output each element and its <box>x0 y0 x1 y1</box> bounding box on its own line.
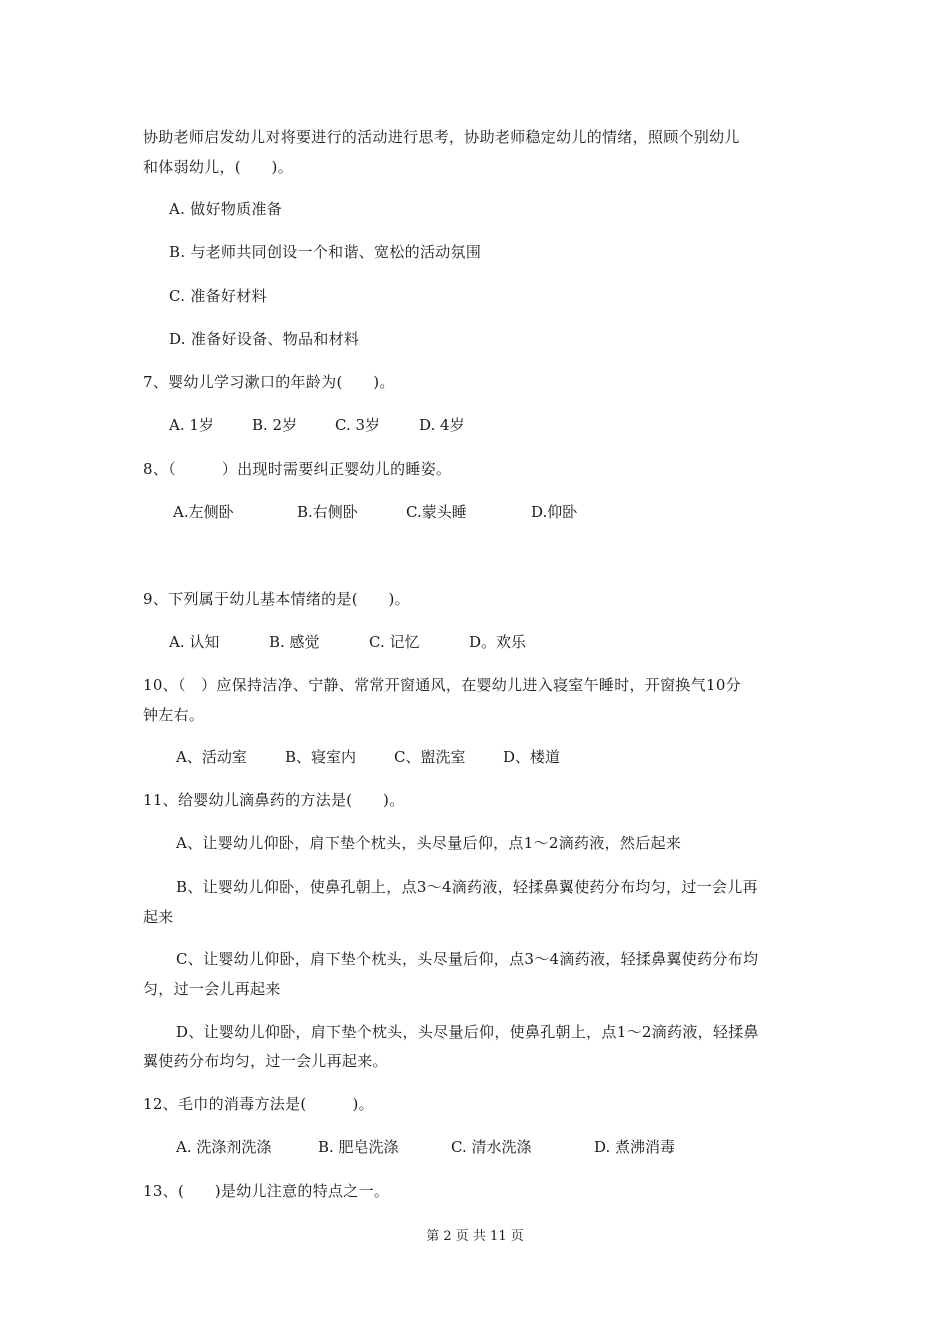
option-c-cont: 匀，过一会儿再起来 <box>143 980 281 998</box>
option-d: D。欢乐 <box>469 633 527 651</box>
option-a: A.左侧卧 <box>173 503 234 521</box>
question-stem-line: 协助老师启发幼儿对将要进行的活动进行思考，协助老师稳定幼儿的情绪，照顾个别幼儿 <box>143 128 740 146</box>
option-a: A、让婴幼儿仰卧，肩下垫个枕头，头尽量后仰，点1～2滴药液，然后起来 <box>176 834 682 852</box>
option-a: A. 洗涤剂洗涤 <box>176 1138 272 1156</box>
option-c: C. 记忆 <box>369 633 420 651</box>
question-11-stem: 11、给婴幼儿滴鼻药的方法是( )。 <box>143 791 405 809</box>
option-c: C.蒙头睡 <box>406 503 467 521</box>
option-b: B.右侧卧 <box>297 503 358 521</box>
option-c: C、盥洗室 <box>394 748 466 766</box>
question-7-options <box>169 414 869 436</box>
option-b: B. 感觉 <box>269 633 320 651</box>
option-d: D、楼道 <box>503 748 561 766</box>
option-b: B、寝室内 <box>285 748 357 766</box>
option-d-cont: 翼使药分布均匀，过一会儿再起来。 <box>143 1052 388 1070</box>
question-13-stem: 13、( )是幼儿注意的特点之一。 <box>143 1182 390 1200</box>
question-8-options <box>173 501 873 523</box>
question-8-stem: 8、（ ）出现时需要纠正婴幼儿的睡姿。 <box>143 460 452 478</box>
question-10-options <box>176 746 876 768</box>
option-a: A. 认知 <box>169 633 220 651</box>
page-number-footer: 第 2 页 共 11 页 <box>426 1229 524 1244</box>
option-c: C、让婴幼儿仰卧，肩下垫个枕头，头尽量后仰，点3～4滴药液，轻揉鼻翼使药分布均 <box>176 950 759 968</box>
option-a: A. 1岁 <box>169 416 214 434</box>
option-c: C. 准备好材料 <box>169 287 267 305</box>
question-10-stem-cont: 钟左右。 <box>143 706 205 724</box>
option-d: D.仰卧 <box>531 503 578 521</box>
question-12-options <box>176 1136 876 1158</box>
option-b: B. 2岁 <box>252 416 298 434</box>
option-b: B. 肥皂洗涤 <box>318 1138 399 1156</box>
question-12-stem: 12、毛巾的消毒方法是( )。 <box>143 1095 374 1113</box>
option-c: C. 清水洗涤 <box>451 1138 532 1156</box>
option-b: B. 与老师共同创设一个和谐、宽松的活动氛围 <box>169 243 482 261</box>
option-d: D. 4岁 <box>419 416 465 434</box>
question-9-stem: 9、下列属于幼儿基本情绪的是( )。 <box>143 590 410 608</box>
question-9-options <box>169 631 869 653</box>
question-7-stem: 7、婴幼儿学习漱口的年龄为( )。 <box>143 373 395 391</box>
option-b: B、让婴幼儿仰卧，使鼻孔朝上，点3～4滴药液，轻揉鼻翼使药分布均匀，过一会儿再 <box>176 878 758 896</box>
option-a: A. 做好物质准备 <box>169 200 283 218</box>
question-10-stem: 10、（ ）应保持洁净、宁静、常常开窗通风，在婴幼儿进入寝室午睡时，开窗换气10分 <box>143 676 741 694</box>
option-b-cont: 起来 <box>143 908 174 926</box>
option-d: D. 煮沸消毒 <box>594 1138 676 1156</box>
option-d: D、让婴幼儿仰卧，肩下垫个枕头，头尽量后仰，使鼻孔朝上，点1～2滴药液，轻揉鼻 <box>176 1023 759 1041</box>
question-stem-line: 和体弱幼儿，( )。 <box>143 158 294 176</box>
option-c: C. 3岁 <box>335 416 381 434</box>
option-a: A、活动室 <box>176 748 247 766</box>
option-d: D. 准备好设备、物品和材料 <box>169 330 360 348</box>
